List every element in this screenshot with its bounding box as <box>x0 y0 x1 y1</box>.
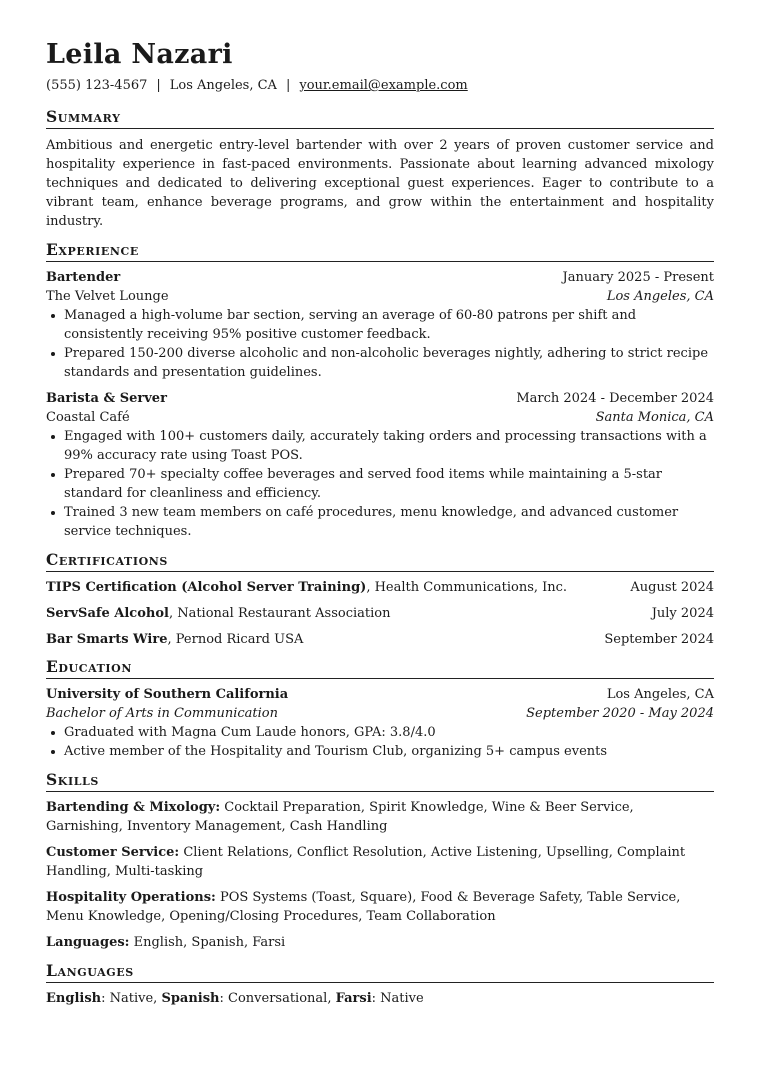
separator: | <box>285 78 291 93</box>
language-name: English <box>46 991 102 1006</box>
language-name: Spanish <box>161 991 220 1006</box>
education-subheader <box>46 704 714 723</box>
certification-issuer: , Health Communications, Inc. <box>366 580 568 595</box>
skill-text: Client Relations, Conflict Resolution, Active Listening, Upselling, Complaint Handling, Multi-tasking <box>46 845 686 879</box>
school-name: University of Southern California <box>46 687 289 702</box>
language-level: : Native, <box>101 991 162 1006</box>
job-subheader <box>46 408 714 427</box>
bullet-item: Active member of the Hospitality and Tourism Club, organizing 5+ campus events <box>46 742 714 761</box>
job-dates: January 2025 - Present <box>562 270 714 285</box>
skill-text: POS Systems (Toast, Square), Food & Beverage Safety, Table Service, Menu Knowledge, Opening/Closing Procedures, Team Collaboration <box>46 890 681 924</box>
certification-item <box>46 578 714 597</box>
languages-line <box>46 989 714 1008</box>
language-level: : Native <box>371 991 424 1006</box>
bullet-item: Prepared 70+ specialty coffee beverages and served food items while maintaining a 5-star standard for cleanliness and efficiency. <box>46 465 714 503</box>
job-subheader <box>46 287 714 306</box>
section-heading-skills: Skills <box>46 770 714 792</box>
email-link[interactable]: your.email@example.com <box>299 78 468 93</box>
section-heading-languages: Languages <box>46 961 714 983</box>
candidate-name: Leila Nazari <box>46 39 233 70</box>
job-company: The Velvet Lounge <box>46 289 169 304</box>
skill-label: Hospitality Operations: <box>46 890 216 905</box>
skill-item <box>46 798 714 836</box>
skill-item <box>46 933 714 952</box>
section-heading-experience: Experience <box>46 240 714 262</box>
separator: | <box>156 78 161 93</box>
section-heading-education: Education <box>46 657 714 679</box>
bullet-item: Managed a high-volume bar section, serving an average of 60-80 patrons per shift and consistently receiving 95% positive customer feedback. <box>46 306 714 344</box>
job-location: Santa Monica, CA <box>595 410 714 425</box>
job-title: Bartender <box>46 270 121 285</box>
job-entry <box>46 389 714 541</box>
certification-item <box>46 604 714 623</box>
bullet-item: Graduated with Magna Cum Laude honors, GPA: 3.8/4.0 <box>46 723 714 742</box>
certification-name: TIPS Certification (Alcohol Server Training) <box>46 580 367 595</box>
certification-name: Bar Smarts Wire <box>46 632 168 647</box>
bullet-item: Trained 3 new team members on café procedures, menu knowledge, and advanced customer service techniques. <box>46 503 714 541</box>
job-company: Coastal Café <box>46 410 130 425</box>
skill-item <box>46 843 714 881</box>
job-dates: March 2024 - December 2024 <box>516 391 714 406</box>
certification-date: September 2024 <box>604 632 714 647</box>
location: Los Angeles, CA <box>169 78 277 93</box>
skill-item <box>46 888 714 926</box>
job-header <box>46 268 714 287</box>
section-heading-summary: Summary <box>46 107 714 129</box>
job-bullets <box>46 427 714 541</box>
skill-label: Customer Service: <box>46 845 180 860</box>
skill-label: Bartending & Mixology: <box>46 800 221 815</box>
job-title: Barista & Server <box>46 391 167 406</box>
education-header <box>46 685 714 704</box>
phone: (555) 123-4567 <box>46 78 148 93</box>
summary-text: Ambitious and energetic entry-level bartender with over 2 years of proven customer service and hospitality experience in fast-paced environments. Passionate about learning advanced mixology techniques and dedicated to delivering exceptional guest experiences. Eager to contribute to a vibrant team, enhance beverage programs, and grow within the entertainment and hospitality industry. <box>46 138 714 229</box>
language-level: : Conversational, <box>219 991 336 1006</box>
degree: Bachelor of Arts in Communication <box>46 706 278 721</box>
job-location: Los Angeles, CA <box>606 289 714 304</box>
education-dates: September 2020 - May 2024 <box>526 706 714 721</box>
certification-issuer: , National Restaurant Association <box>168 606 391 621</box>
contact-line <box>46 78 714 94</box>
language-name: Farsi <box>335 991 372 1006</box>
skill-text: English, Spanish, Farsi <box>129 935 286 950</box>
job-header <box>46 389 714 408</box>
job-entry <box>46 268 714 382</box>
bullet-item: Engaged with 100+ customers daily, accurately taking orders and processing transactions with a 99% accuracy rate using Toast POS. <box>46 427 714 465</box>
section-heading-certifications: Certifications <box>46 550 714 572</box>
bullet-item: Prepared 150-200 diverse alcoholic and non-alcoholic beverages nightly, adhering to strict recipe standards and presentation guidelines. <box>46 344 714 382</box>
certification-date: August 2024 <box>630 580 714 595</box>
certification-name: ServSafe Alcohol <box>46 606 169 621</box>
resume-content <box>46 40 714 1008</box>
school-location: Los Angeles, CA <box>606 687 714 702</box>
job-bullets <box>46 306 714 382</box>
skill-label: Languages: <box>46 935 130 950</box>
skill-text: Cocktail Preparation, Spirit Knowledge, Wine & Beer Service, Garnishing, Inventory Management, Cash Handling <box>46 800 634 834</box>
certification-item <box>46 630 714 649</box>
certification-date: July 2024 <box>651 606 714 621</box>
education-bullets <box>46 723 714 761</box>
certification-issuer: , Pernod Ricard USA <box>167 632 304 647</box>
education-entry <box>46 685 714 761</box>
